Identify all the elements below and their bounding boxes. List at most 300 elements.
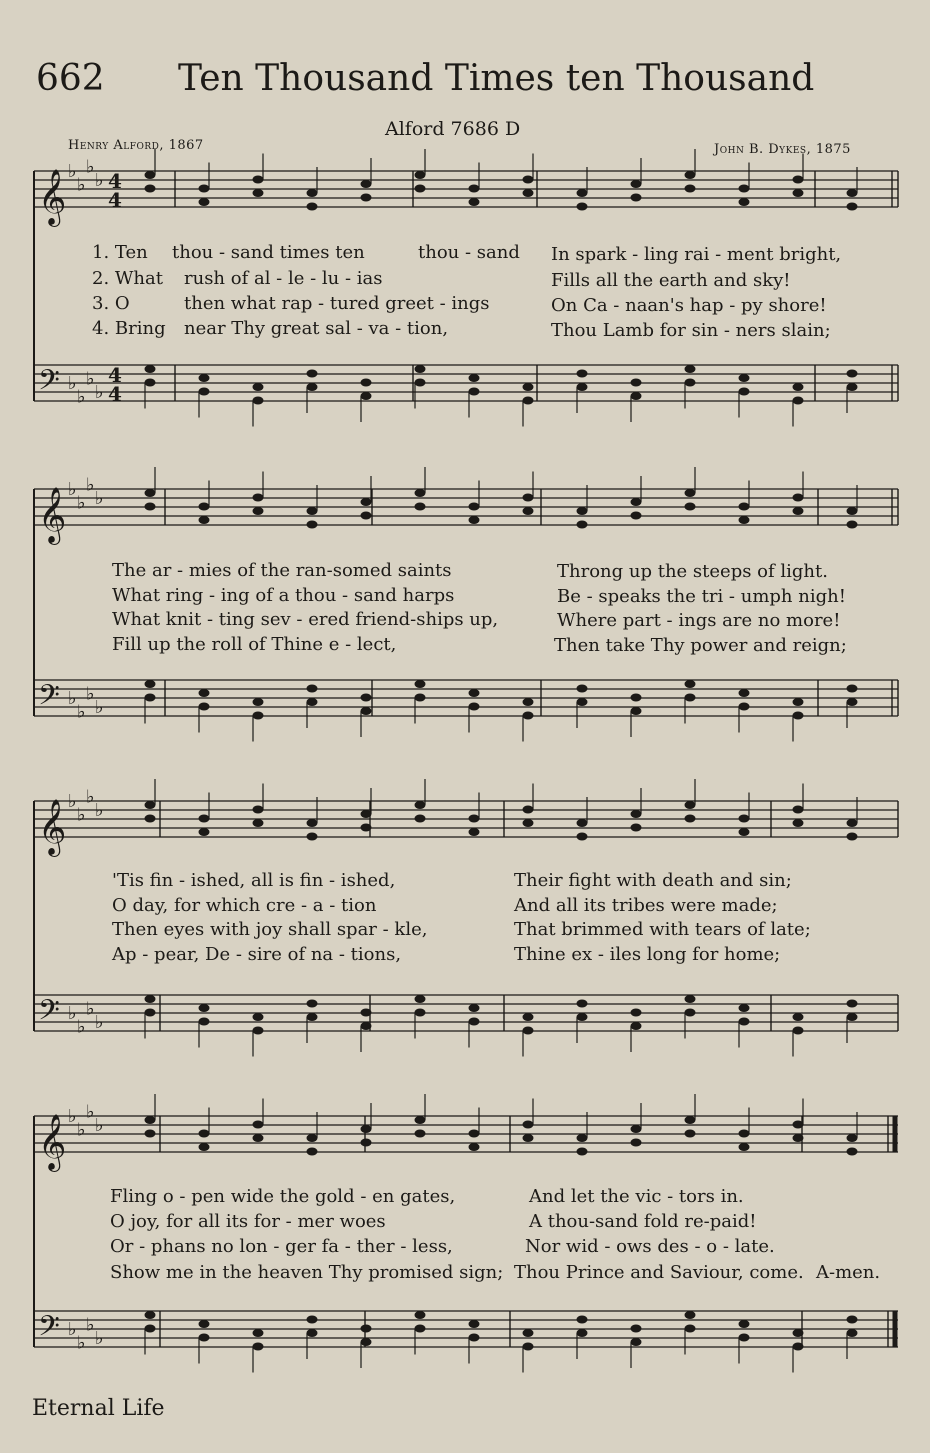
flat-icon: ♭ (95, 170, 104, 191)
lyric-line: O joy, for all its for - mer woes (110, 1211, 386, 1232)
notehead (469, 1130, 480, 1138)
flat-icon: ♭ (77, 701, 86, 723)
flat-icon: ♭ (68, 1319, 77, 1340)
lyric-line: Then take Thy power and reign; (554, 635, 847, 656)
notehead (685, 185, 696, 193)
flat-icon: ♭ (86, 998, 95, 1020)
flat-icon: ♭ (95, 697, 104, 718)
notehead (847, 833, 858, 841)
lyric-line: What ring - ing of a thou - sand harps (112, 585, 455, 606)
notehead (469, 374, 480, 382)
notehead (739, 1143, 750, 1151)
notehead (847, 203, 858, 211)
notehead (685, 1325, 696, 1333)
notehead (523, 494, 534, 502)
lyric-line: Then eyes with joy shall spar - kle, (112, 919, 428, 940)
notehead (523, 1134, 534, 1142)
notehead (847, 1148, 858, 1156)
notehead (685, 694, 696, 702)
notehead (307, 370, 318, 378)
notehead (253, 1013, 264, 1021)
notehead (145, 1325, 156, 1333)
notehead (145, 185, 156, 193)
notehead (307, 819, 318, 827)
lyric-line: Nor wid - ows des - o - late. (525, 1236, 775, 1257)
section-footer: Eternal Life (32, 1396, 165, 1421)
notehead (199, 388, 210, 396)
lyric-line: And let the vic - tors in. (529, 1186, 744, 1207)
notehead (199, 689, 210, 697)
notehead (739, 828, 750, 836)
lyric-line: Thou Lamb for sin - ners slain; (551, 320, 831, 341)
flat-icon: ♭ (95, 1012, 104, 1033)
notehead (739, 516, 750, 524)
notehead (469, 828, 480, 836)
notehead (307, 507, 318, 515)
notehead (361, 1022, 372, 1030)
treble-clef-icon: 𝄞 (38, 1114, 67, 1170)
notehead (415, 815, 426, 823)
notehead (685, 1311, 696, 1319)
flat-icon: ♭ (77, 1016, 86, 1038)
notehead (253, 176, 264, 184)
notehead (145, 995, 156, 1003)
notehead (199, 828, 210, 836)
notehead (307, 521, 318, 529)
notehead (415, 1311, 426, 1319)
notehead (847, 370, 858, 378)
lyric-line: thou - sand times ten (172, 242, 365, 263)
notehead (307, 1148, 318, 1156)
notehead (307, 698, 318, 706)
notehead (145, 680, 156, 688)
notehead (415, 680, 426, 688)
notehead (685, 365, 696, 373)
notehead (199, 1320, 210, 1328)
notehead (361, 707, 372, 715)
notehead (469, 198, 480, 206)
notehead (145, 1130, 156, 1138)
notehead (739, 1334, 750, 1342)
notehead (631, 194, 642, 202)
treble-clef-icon: 𝄞 (38, 487, 67, 543)
notehead (307, 833, 318, 841)
notehead (847, 1329, 858, 1337)
lyric-line: 4. Bring (92, 318, 166, 339)
notehead (361, 1325, 372, 1333)
notehead (199, 516, 210, 524)
notehead (739, 388, 750, 396)
lyric-line: O day, for which cre - a - tion (112, 895, 377, 916)
notehead (577, 370, 588, 378)
notehead (793, 1134, 804, 1142)
time-signature: 4 (108, 169, 122, 193)
notehead (253, 712, 264, 720)
notehead (793, 189, 804, 197)
lyric-line: near Thy great sal - va - tion, (184, 318, 449, 339)
notehead (847, 189, 858, 197)
lyric-line: 2. What (92, 268, 163, 289)
time-signature: 4 (108, 382, 122, 406)
notehead (577, 507, 588, 515)
notehead (577, 1134, 588, 1142)
notehead (685, 1116, 696, 1124)
notehead (847, 521, 858, 529)
notehead (847, 698, 858, 706)
notehead (685, 1009, 696, 1017)
notehead (523, 383, 534, 391)
lyric-line: then what rap - tured greet - ings (184, 293, 490, 314)
flat-icon: ♭ (68, 479, 77, 500)
notehead (685, 503, 696, 511)
treble-clef-icon: 𝄞 (38, 799, 67, 855)
notehead (415, 503, 426, 511)
notehead (199, 1004, 210, 1012)
notehead (361, 1125, 372, 1133)
notehead (523, 1329, 534, 1337)
notehead (523, 1121, 534, 1129)
notehead (415, 171, 426, 179)
lyric-line: The ar - mies of the ran-somed saints (112, 560, 452, 581)
notehead (631, 1338, 642, 1346)
notehead (361, 512, 372, 520)
notehead (469, 689, 480, 697)
notehead (577, 383, 588, 391)
lyric-line: Ap - pear, De - sire of na - tions, (112, 944, 402, 965)
notehead (199, 503, 210, 511)
notehead (415, 995, 426, 1003)
notehead (685, 815, 696, 823)
notehead (739, 1004, 750, 1012)
notehead (739, 374, 750, 382)
notehead (199, 1130, 210, 1138)
notehead (577, 698, 588, 706)
notehead (631, 824, 642, 832)
notehead (523, 1343, 534, 1351)
notehead (253, 189, 264, 197)
notehead (469, 1320, 480, 1328)
notehead (523, 806, 534, 814)
notehead (253, 806, 264, 814)
notehead (793, 494, 804, 502)
notehead (307, 383, 318, 391)
notehead (523, 397, 534, 405)
flat-icon: ♭ (68, 688, 77, 709)
notehead (253, 1121, 264, 1129)
notehead (631, 1022, 642, 1030)
notehead (145, 1311, 156, 1319)
notehead (847, 819, 858, 827)
treble-clef-icon: 𝄞 (38, 169, 67, 225)
lyric-line: Fling o - pen wide the gold - en gates, (110, 1186, 456, 1207)
notehead (199, 1143, 210, 1151)
notehead (793, 1343, 804, 1351)
flat-icon: ♭ (86, 474, 95, 496)
notehead (199, 1334, 210, 1342)
notehead (739, 1320, 750, 1328)
notehead (847, 1316, 858, 1324)
lyric-amen: A-men. (816, 1262, 881, 1283)
notehead (577, 1000, 588, 1008)
notehead (469, 185, 480, 193)
notehead (307, 1134, 318, 1142)
notehead (793, 712, 804, 720)
notehead (523, 698, 534, 706)
notehead (523, 176, 534, 184)
lyric-line: Where part - ings are no more! (557, 610, 841, 631)
notehead (469, 815, 480, 823)
flat-icon: ♭ (77, 1332, 86, 1354)
notehead (469, 1143, 480, 1151)
flat-icon: ♭ (86, 1314, 95, 1336)
notehead (631, 392, 642, 400)
bass-clef-icon: 𝄢 (38, 679, 60, 719)
notehead (361, 1139, 372, 1147)
flat-icon: ♭ (68, 373, 77, 394)
lyric-line: Thou Prince and Saviour, come. (514, 1262, 804, 1283)
flat-icon: ♭ (95, 382, 104, 403)
time-signature: 4 (108, 188, 122, 212)
notehead (253, 507, 264, 515)
notehead (415, 1009, 426, 1017)
notehead (415, 1116, 426, 1124)
notehead (145, 815, 156, 823)
lyric-line: Their fight with death and sin; (514, 870, 792, 891)
notehead (793, 397, 804, 405)
notehead (523, 189, 534, 197)
notehead (415, 379, 426, 387)
notehead (253, 1343, 264, 1351)
notehead (361, 1338, 372, 1346)
notehead (145, 801, 156, 809)
lyric-line: Throng up the steeps of light. (557, 561, 828, 582)
notehead (361, 824, 372, 832)
tune-name: Alford 7686 D (385, 118, 521, 140)
notehead (793, 806, 804, 814)
notehead (253, 383, 264, 391)
notehead (685, 379, 696, 387)
notehead (685, 1130, 696, 1138)
flat-icon: ♭ (68, 161, 77, 182)
notehead (631, 707, 642, 715)
notehead (145, 365, 156, 373)
notehead (361, 379, 372, 387)
lyric-line: On Ca - naan's hap - py shore! (551, 295, 827, 316)
lyric-line: That brimmed with tears of late; (514, 919, 811, 940)
notehead (793, 507, 804, 515)
lyric-line: 3. O (92, 293, 130, 314)
notehead (415, 1325, 426, 1333)
notehead (415, 185, 426, 193)
notehead (793, 1013, 804, 1021)
notehead (415, 801, 426, 809)
flat-icon: ♭ (95, 488, 104, 509)
notehead (793, 819, 804, 827)
notehead (307, 203, 318, 211)
notehead (631, 180, 642, 188)
notehead (793, 176, 804, 184)
notehead (739, 815, 750, 823)
bass-clef-icon: 𝄢 (38, 1310, 60, 1350)
notehead (577, 1329, 588, 1337)
notehead (523, 1013, 534, 1021)
lyric-line: A thou-sand fold re-paid! (529, 1211, 757, 1232)
flat-icon: ♭ (68, 791, 77, 812)
notehead (145, 171, 156, 179)
notehead (199, 703, 210, 711)
notehead (793, 1121, 804, 1129)
notehead (361, 392, 372, 400)
flat-icon: ♭ (86, 368, 95, 390)
notehead (199, 198, 210, 206)
flat-icon: ♭ (68, 1106, 77, 1127)
notehead (523, 507, 534, 515)
notehead (577, 1013, 588, 1021)
lyric-line: Or - phans no lon - ger fa - ther - less, (110, 1236, 453, 1257)
flat-icon: ♭ (95, 1328, 104, 1349)
notehead (469, 1334, 480, 1342)
lyric-line: 'Tis fin - ished, all is fin - ished, (112, 870, 396, 891)
notehead (523, 819, 534, 827)
lyric-line: Show me in the heaven Thy promised sign; (110, 1262, 504, 1283)
flat-icon: ♭ (86, 786, 95, 808)
notehead (199, 815, 210, 823)
lyric-line: What knit - ting sev - ered friend-ships up, (112, 609, 499, 630)
notehead (361, 180, 372, 188)
notehead (793, 1329, 804, 1337)
notehead (631, 810, 642, 818)
notehead (577, 819, 588, 827)
notehead (577, 833, 588, 841)
notehead (361, 694, 372, 702)
flat-icon: ♭ (77, 492, 86, 514)
notehead (253, 819, 264, 827)
notehead (145, 694, 156, 702)
notehead (739, 703, 750, 711)
notehead (739, 689, 750, 697)
notehead (415, 694, 426, 702)
composer-credit: John B. Dykes, 1875 (714, 142, 851, 157)
notehead (415, 489, 426, 497)
notehead (631, 498, 642, 506)
notehead (739, 1018, 750, 1026)
lyric-line: rush of al - le - lu - ias (184, 268, 383, 289)
notehead (631, 379, 642, 387)
notehead (253, 494, 264, 502)
hymn-number: 662 (36, 58, 105, 99)
lyric-line: In spark - ling rai - ment bright, (551, 244, 842, 265)
notehead (631, 1139, 642, 1147)
lyric-line: And all its tribes were made; (514, 895, 778, 916)
lyric-line: Thine ex - iles long for home; (514, 944, 781, 965)
notehead (199, 1018, 210, 1026)
notehead (793, 698, 804, 706)
lyric-line: 1. Ten (92, 242, 148, 263)
flat-icon: ♭ (86, 683, 95, 705)
hymn-title: Ten Thousand Times ten Thousand (178, 58, 815, 99)
notehead (361, 810, 372, 818)
notehead (847, 1013, 858, 1021)
notehead (577, 1316, 588, 1324)
notehead (253, 698, 264, 706)
notehead (253, 1329, 264, 1337)
notehead (577, 203, 588, 211)
notehead (415, 365, 426, 373)
notehead (307, 1013, 318, 1021)
notehead (145, 489, 156, 497)
notehead (307, 685, 318, 693)
bass-clef-icon: 𝄢 (38, 364, 60, 404)
notehead (523, 712, 534, 720)
flat-icon: ♭ (77, 174, 86, 196)
notehead (469, 503, 480, 511)
notehead (145, 503, 156, 511)
notehead (307, 1329, 318, 1337)
notehead (793, 1027, 804, 1035)
flat-icon: ♭ (77, 386, 86, 408)
notehead (307, 1316, 318, 1324)
notehead (847, 383, 858, 391)
flat-icon: ♭ (86, 1101, 95, 1123)
bass-clef-icon: 𝄢 (38, 994, 60, 1034)
flat-icon: ♭ (95, 800, 104, 821)
notehead (145, 379, 156, 387)
notehead (253, 1027, 264, 1035)
flat-icon: ♭ (68, 1003, 77, 1024)
notehead (469, 516, 480, 524)
notehead (253, 1134, 264, 1142)
notehead (739, 198, 750, 206)
lyric-line: Fills all the earth and sky! (551, 270, 791, 291)
notehead (685, 995, 696, 1003)
lyric-line: thou - sand (418, 242, 520, 263)
notehead (685, 171, 696, 179)
flat-icon: ♭ (77, 804, 86, 826)
notehead (685, 801, 696, 809)
notehead (631, 1009, 642, 1017)
lyric-line: Fill up the roll of Thine e - lect, (112, 634, 397, 655)
notehead (847, 1134, 858, 1142)
notehead (847, 1000, 858, 1008)
flat-icon: ♭ (86, 156, 95, 178)
notehead (415, 1130, 426, 1138)
notehead (631, 1125, 642, 1133)
notehead (469, 703, 480, 711)
notehead (739, 1130, 750, 1138)
notehead (577, 189, 588, 197)
notehead (631, 694, 642, 702)
lyric-line: Be - speaks the tri - umph nigh! (557, 586, 846, 607)
notehead (361, 194, 372, 202)
notehead (469, 1004, 480, 1012)
notehead (199, 374, 210, 382)
author-credit: Henry Alford, 1867 (68, 138, 204, 153)
notehead (469, 388, 480, 396)
notehead (577, 521, 588, 529)
notehead (145, 1116, 156, 1124)
notehead (631, 512, 642, 520)
flat-icon: ♭ (95, 1115, 104, 1136)
notehead (577, 685, 588, 693)
notehead (469, 1018, 480, 1026)
notehead (847, 507, 858, 515)
notehead (307, 1000, 318, 1008)
notehead (577, 1148, 588, 1156)
notehead (361, 1009, 372, 1017)
notehead (847, 685, 858, 693)
flat-icon: ♭ (77, 1119, 86, 1141)
notehead (307, 189, 318, 197)
